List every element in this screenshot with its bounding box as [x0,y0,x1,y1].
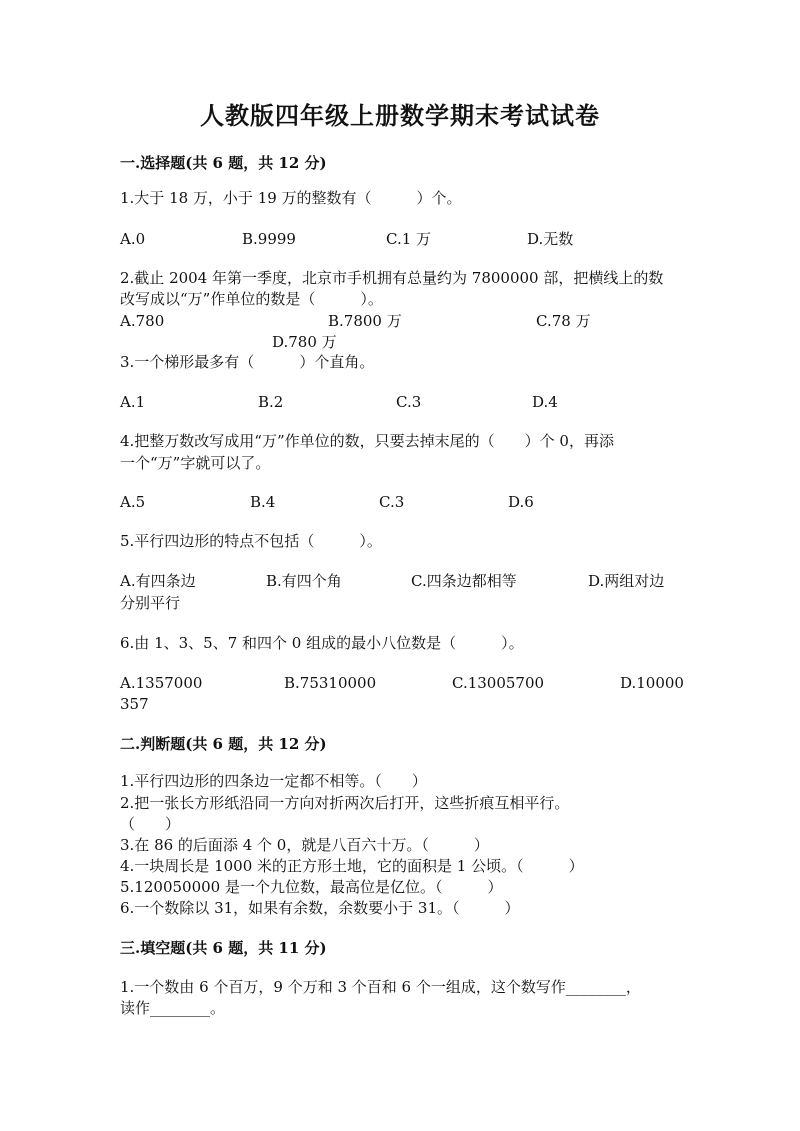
option-d-continued: 357 [120,695,149,713]
option-c: C.13005700 [452,674,545,692]
option-d: D.无数 [527,230,574,248]
question-text: 1.大于 18 万，小于 19 万的整数有（ ）个。 [120,189,462,207]
question-text: 5.平行四边形的特点不包括（ ）。 [120,532,382,550]
judgment-line: 4.一块周长是 1000 米的正方形土地，它的面积是 1 公顷。（ ） [120,857,584,875]
option-b: B.有四个角 [266,572,342,590]
option-c: C.78 万 [536,312,591,330]
section-heading-fill-blank: 三.填空题(共 6 题，共 11 分) [120,939,327,957]
judgment-line: 6.一个数除以 31，如果有余数，余数要小于 31。（ ） [120,899,520,917]
question-text: 改写成以“万”作单位的数是（ ）。 [120,290,383,308]
question-text: 3.一个梯形最多有（ ）个直角。 [120,353,375,371]
judgment-line: 1.平行四边形的四条边一定都不相等。（ ） [120,772,427,790]
option-b: B.2 [258,393,284,411]
option-d: D.4 [532,393,558,411]
judgment-line: （ ） [120,815,181,833]
option-c: C.1 万 [386,230,432,248]
option-b: B.75310000 [284,674,377,692]
option-d: D.6 [508,493,534,511]
question-text: 2.截止 2004 年第一季度，北京市手机拥有总量约为 7800000 部，把横线上的数 [120,269,664,287]
option-c: C.四条边都相等 [411,572,517,590]
question-text: 6.由 1、3、5、7 和四个 0 组成的最小八位数是（ ）。 [120,634,524,652]
fill-blank-line: 读作________。 [120,999,226,1017]
option-d: D.两组对边 [588,572,665,590]
question-text: 4.把整万数改写成用“万”作单位的数，只要去掉末尾的（ ）个 0，再添 [120,432,614,450]
option-a: A.780 [120,312,165,330]
judgment-line: 5.120050000 是一个九位数，最高位是亿位。（ ） [120,878,503,896]
judgment-line: 3.在 86 的后面添 4 个 0，就是八百六十万。（ ） [120,836,489,854]
option-b: B.9999 [242,230,296,248]
option-b: B.4 [250,493,276,511]
option-d-continued: 分别平行 [120,594,181,612]
option-a: A.1 [120,393,146,411]
option-a: A.1357000 [120,674,203,692]
option-a: A.有四条边 [120,572,196,590]
option-c: C.3 [379,493,405,511]
option-b: B.7800 万 [328,312,402,330]
option-a: A.5 [120,493,146,511]
section-heading-judgment: 二.判断题(共 6 题，共 12 分) [120,735,327,753]
fill-blank-line: 1.一个数由 6 个百万，9 个万和 3 个百和 6 个一组成，这个数写作________， [120,978,641,996]
option-c: C.3 [396,393,422,411]
page-title: 人教版四年级上册数学期末考试试卷 [200,101,600,130]
question-text: 一个“万”字就可以了。 [120,454,271,472]
option-d: D.10000 [620,674,684,692]
option-a: A.0 [120,230,146,248]
option-d: D.780 万 [272,333,337,351]
section-heading-choice: 一.选择题(共 6 题，共 12 分) [120,154,327,172]
judgment-line: 2.把一张长方形纸沿同一方向对折两次后打开，这些折痕互相平行。 [120,794,570,812]
